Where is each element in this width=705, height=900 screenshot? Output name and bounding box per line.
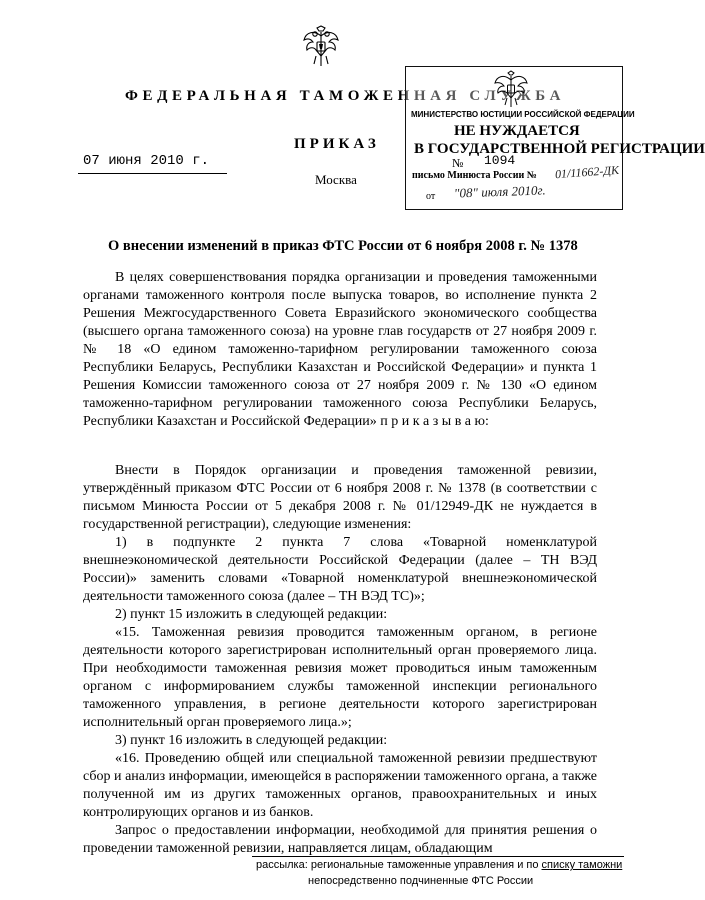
- item-2: 2) пункт 15 изложить в следующей редакции:: [115, 607, 388, 622]
- distribution-list: [252, 856, 624, 889]
- stamp-from-date: "08" июля 2010г.: [453, 182, 546, 201]
- distribution-prefix: рассылка: региональные таможенные управления и по: [256, 859, 542, 871]
- city: Москва: [315, 172, 357, 187]
- stamp-not-required: НЕ НУЖДАЕТСЯ: [454, 123, 580, 139]
- preamble-paragraph: В целях совершенствования порядка организации и проведения таможенными органами таможенного контроля после выпуска товаров, во исполнение пункта 2 Решения Межгосударственного Совета Евразийского экономического сообщества (высшего органа таможенного союза) на уровне глав государств от 27 ноября 2009 г. № 18 «О едином таможенно-тарифном регулировании таможенного союза Республики Беларусь, Республики Казахстан и Российской Федерации» и пункта 1 Решения Комиссии таможенного союза от 27 ноября 2009 г. № 130 «О едином таможенно-тарифном регулировании таможенного союза Республики Беларусь, Республики Казахстан и Российской Федерации» п р и к а з ы в а ю:: [83, 270, 597, 429]
- preamble-block: [83, 269, 597, 431]
- item-3: 3) пункт 16 изложить в следующей редакции:: [115, 733, 388, 748]
- item-2-text: «15. Таможенная ревизия проводится таможенным органом, в регионе деятельности которого зарегистрирован исполнительный орган проверяемого лица. При необходимости таможенная ревизия может проводиться иным таможенным органом с информированием службы таможенной инспекции регионального таможенного управления, в регионе деятельности которого зарегистрирован исполнительный орган проверяемого лица.»;: [83, 625, 597, 730]
- registration-stamp: [405, 66, 705, 210]
- stamp-number: 1094: [484, 153, 516, 168]
- item-1: 1) в подпункте 2 пункта 7 слова «Товарной номенклатурой внешнеэкономической деятельности Российской Федерации (далее – ТН ВЭД России)» заменить словами «Товарной номенклатурой внешнеэкономической деятельности таможенного союза (далее – ТН ВЭД ТС)»;: [83, 535, 597, 604]
- order-date: 07 июня 2010 г.: [83, 153, 210, 169]
- distribution-list-link: списку таможни: [541, 859, 623, 871]
- stamp-number-label: №: [452, 156, 464, 170]
- stamp-emblem-icon: [492, 71, 530, 109]
- stamp-from-label: от: [426, 191, 436, 202]
- item-3-text: «16. Проведению общей или специальной таможенной ревизии предшествуют сбор и анализ информации, имеющейся в распоряжении таможенного органа, а также полученной им из других таможенных органов, правоохранительных и иных контролирующих органов и из банков.: [83, 751, 597, 820]
- document-type: ПРИКАЗ: [294, 136, 380, 152]
- changes-block: [83, 462, 597, 858]
- stamp-state-registration: В ГОСУДАРСТВЕННОЙ РЕГИСТРАЦИИ: [414, 141, 705, 157]
- intro-paragraph: Внести в Порядок организации и проведения таможенной ревизии, утверждённый приказом ФТС России от 6 ноября 2008 г. № 1378 (в соответствии с письмом Минюста России от 5 декабря 2008 г. № 01/12949-ДК не нуждается в государственной регистрации), следующие изменения:: [83, 463, 597, 532]
- stamp-ministry: МИНИСТЕРСТВО ЮСТИЦИИ РОССИЙСКОЙ ФЕДЕРАЦИИ: [411, 110, 635, 119]
- order-subject: О внесении изменений в приказ ФТС России от 6 ноября 2008 г. № 1378: [108, 238, 578, 254]
- russian-coat-of-arms-icon: [302, 26, 340, 68]
- distribution-line-1: [252, 857, 624, 873]
- item-3-continuation: Запрос о предоставлении информации, необходимой для принятия решения о проведении таможенной ревизии, направляется лицам, обладающим: [83, 823, 597, 856]
- date-underline: [78, 173, 227, 174]
- stamp-letter-number: 01/11662-ДК: [554, 162, 620, 182]
- agency-name: ФЕДЕРАЛЬНАЯ ТАМОЖЕННАЯ СЛУЖБА: [125, 88, 566, 104]
- stamp-letter-label: письмо Минюста России №: [412, 170, 537, 181]
- distribution-line-2: непосредственно подчиненные ФТС России: [308, 875, 534, 887]
